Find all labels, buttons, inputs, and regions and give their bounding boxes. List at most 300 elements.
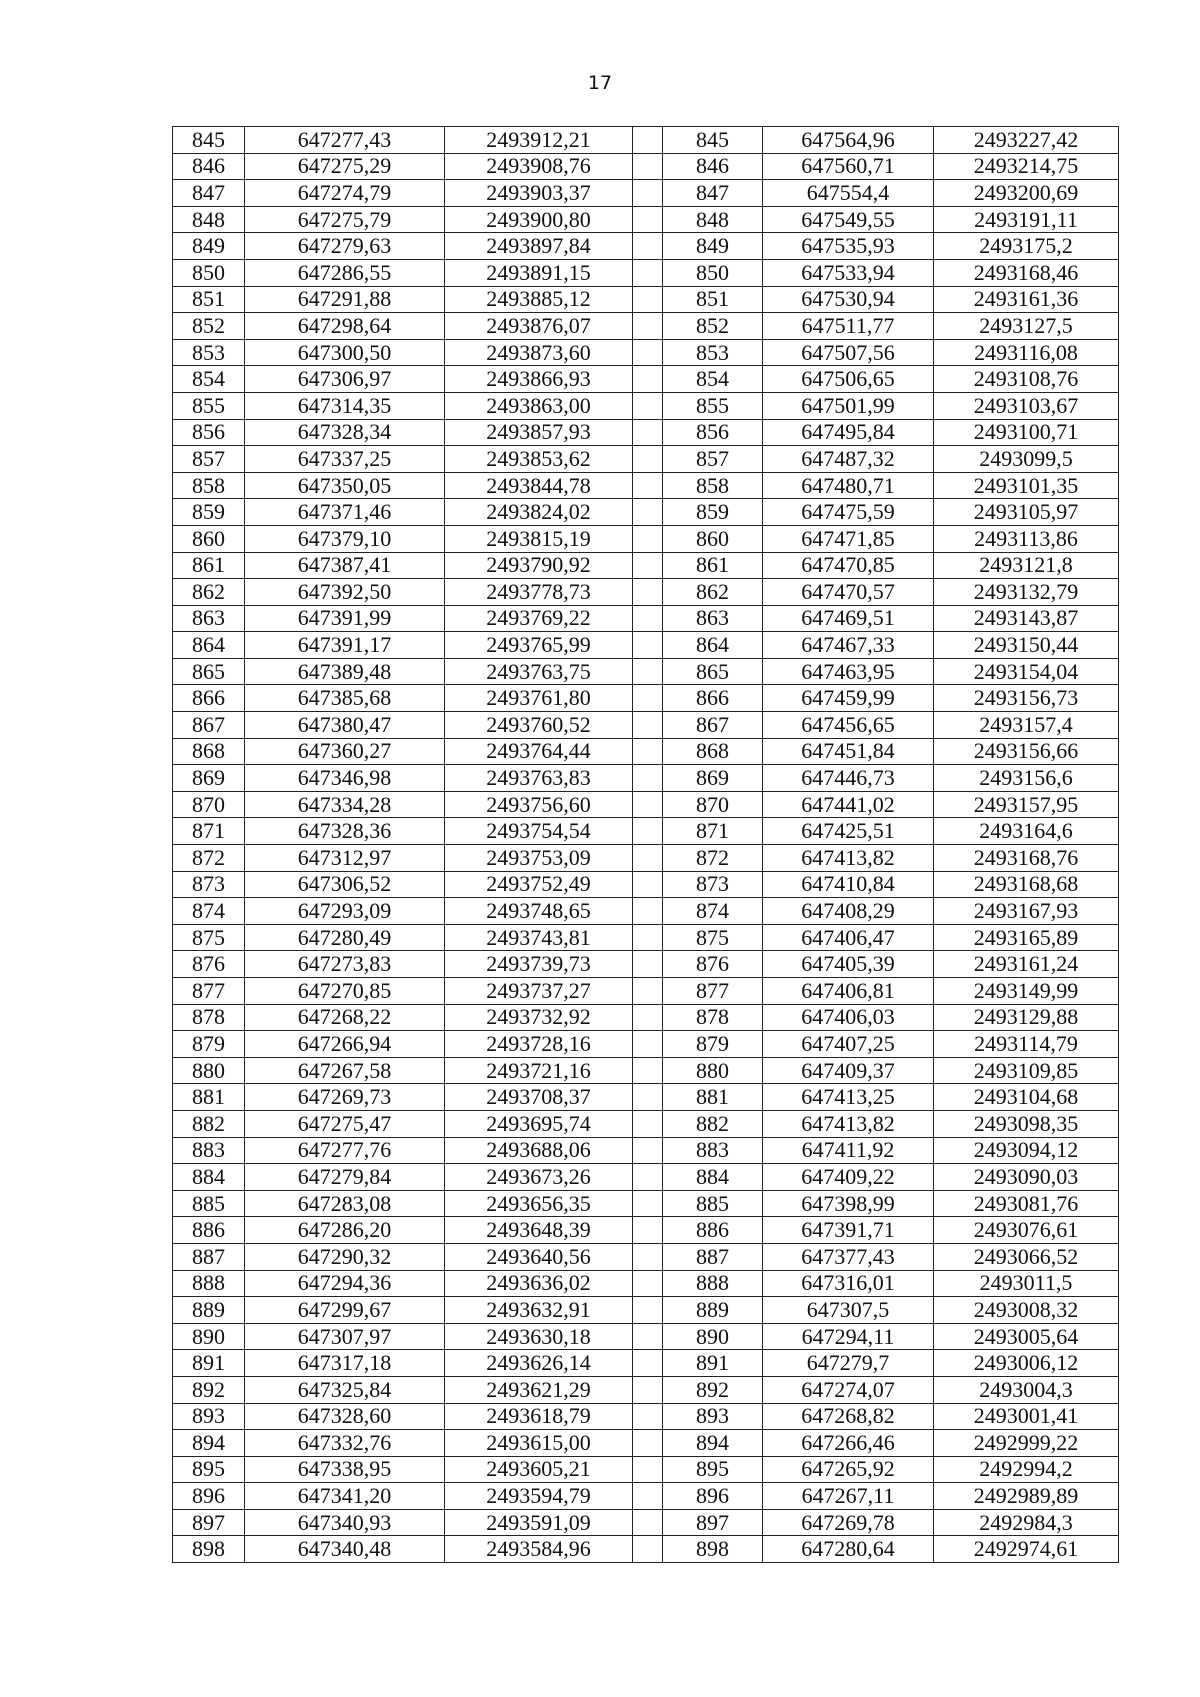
left-point-number: 875 xyxy=(173,924,245,951)
right-point-number: 888 xyxy=(663,1270,763,1297)
left-point-number: 862 xyxy=(173,579,245,606)
right-point-number: 875 xyxy=(663,924,763,951)
left-point-number: 878 xyxy=(173,1004,245,1031)
table-row xyxy=(173,1243,1119,1270)
right-point-number: 865 xyxy=(663,658,763,685)
right-y-coordinate: 2493100,71 xyxy=(934,419,1119,446)
column-separator xyxy=(633,472,663,499)
right-point-number: 856 xyxy=(663,419,763,446)
right-point-number: 868 xyxy=(663,738,763,765)
right-point-number: 850 xyxy=(663,259,763,286)
right-point-number: 866 xyxy=(663,685,763,712)
column-separator xyxy=(633,818,663,845)
left-y-coordinate: 2493615,00 xyxy=(445,1430,633,1457)
left-x-coordinate: 647270,85 xyxy=(245,978,445,1005)
left-y-coordinate: 2493765,99 xyxy=(445,632,633,659)
right-x-coordinate: 647451,84 xyxy=(763,738,934,765)
right-x-coordinate: 647533,94 xyxy=(763,259,934,286)
table-row xyxy=(173,313,1119,340)
table-row xyxy=(173,1057,1119,1084)
left-y-coordinate: 2493756,60 xyxy=(445,791,633,818)
table-row xyxy=(173,1164,1119,1191)
left-x-coordinate: 647389,48 xyxy=(245,658,445,685)
left-point-number: 859 xyxy=(173,499,245,526)
right-point-number: 851 xyxy=(663,286,763,313)
right-point-number: 885 xyxy=(663,1190,763,1217)
table-row xyxy=(173,1217,1119,1244)
left-x-coordinate: 647306,52 xyxy=(245,871,445,898)
left-y-coordinate: 2493632,91 xyxy=(445,1297,633,1324)
coordinates-table-body xyxy=(173,127,1119,1563)
left-point-number: 897 xyxy=(173,1509,245,1536)
right-y-coordinate: 2493161,36 xyxy=(934,286,1119,313)
left-point-number: 881 xyxy=(173,1084,245,1111)
right-x-coordinate: 647425,51 xyxy=(763,818,934,845)
right-x-coordinate: 647294,11 xyxy=(763,1323,934,1350)
left-y-coordinate: 2493688,06 xyxy=(445,1137,633,1164)
left-x-coordinate: 647269,73 xyxy=(245,1084,445,1111)
right-x-coordinate: 647266,46 xyxy=(763,1430,934,1457)
right-y-coordinate: 2492989,89 xyxy=(934,1483,1119,1510)
right-point-number: 845 xyxy=(663,127,763,154)
left-y-coordinate: 2493764,44 xyxy=(445,738,633,765)
column-separator xyxy=(633,1004,663,1031)
left-point-number: 849 xyxy=(173,233,245,260)
table-row xyxy=(173,1031,1119,1058)
right-point-number: 870 xyxy=(663,791,763,818)
column-separator xyxy=(633,1110,663,1137)
right-point-number: 884 xyxy=(663,1164,763,1191)
left-y-coordinate: 2493594,79 xyxy=(445,1483,633,1510)
left-x-coordinate: 647360,27 xyxy=(245,738,445,765)
table-row xyxy=(173,339,1119,366)
left-y-coordinate: 2493728,16 xyxy=(445,1031,633,1058)
left-x-coordinate: 647275,47 xyxy=(245,1110,445,1137)
left-y-coordinate: 2493897,84 xyxy=(445,233,633,260)
table-row xyxy=(173,446,1119,473)
left-point-number: 891 xyxy=(173,1350,245,1377)
left-x-coordinate: 647275,29 xyxy=(245,153,445,180)
table-row xyxy=(173,605,1119,632)
right-point-number: 862 xyxy=(663,579,763,606)
right-x-coordinate: 647463,95 xyxy=(763,658,934,685)
column-separator xyxy=(633,392,663,419)
left-x-coordinate: 647379,10 xyxy=(245,525,445,552)
right-point-number: 879 xyxy=(663,1031,763,1058)
left-y-coordinate: 2493648,39 xyxy=(445,1217,633,1244)
left-point-number: 887 xyxy=(173,1243,245,1270)
left-x-coordinate: 647312,97 xyxy=(245,845,445,872)
right-y-coordinate: 2493008,32 xyxy=(934,1297,1119,1324)
left-x-coordinate: 647286,20 xyxy=(245,1217,445,1244)
right-x-coordinate: 647269,78 xyxy=(763,1509,934,1536)
right-point-number: 893 xyxy=(663,1403,763,1430)
table-row xyxy=(173,1270,1119,1297)
right-point-number: 886 xyxy=(663,1217,763,1244)
left-x-coordinate: 647338,95 xyxy=(245,1456,445,1483)
left-x-coordinate: 647325,84 xyxy=(245,1376,445,1403)
right-point-number: 897 xyxy=(663,1509,763,1536)
right-point-number: 867 xyxy=(663,712,763,739)
left-point-number: 883 xyxy=(173,1137,245,1164)
table-row xyxy=(173,206,1119,233)
right-point-number: 859 xyxy=(663,499,763,526)
left-x-coordinate: 647286,55 xyxy=(245,259,445,286)
right-y-coordinate: 2493076,61 xyxy=(934,1217,1119,1244)
left-point-number: 890 xyxy=(173,1323,245,1350)
column-separator xyxy=(633,366,663,393)
right-point-number: 849 xyxy=(663,233,763,260)
left-y-coordinate: 2493903,37 xyxy=(445,180,633,207)
column-separator xyxy=(633,871,663,898)
left-point-number: 860 xyxy=(173,525,245,552)
right-point-number: 861 xyxy=(663,552,763,579)
right-x-coordinate: 647410,84 xyxy=(763,871,934,898)
table-row xyxy=(173,233,1119,260)
left-x-coordinate: 647371,46 xyxy=(245,499,445,526)
right-x-coordinate: 647495,84 xyxy=(763,419,934,446)
right-x-coordinate: 647391,71 xyxy=(763,1217,934,1244)
right-y-coordinate: 2493116,08 xyxy=(934,339,1119,366)
column-separator xyxy=(633,1057,663,1084)
right-x-coordinate: 647413,82 xyxy=(763,845,934,872)
right-y-coordinate: 2493156,66 xyxy=(934,738,1119,765)
column-separator xyxy=(633,313,663,340)
column-separator xyxy=(633,845,663,872)
right-x-coordinate: 647279,7 xyxy=(763,1350,934,1377)
left-y-coordinate: 2493778,73 xyxy=(445,579,633,606)
column-separator xyxy=(633,233,663,260)
left-y-coordinate: 2493866,93 xyxy=(445,366,633,393)
table-row xyxy=(173,978,1119,1005)
right-y-coordinate: 2493214,75 xyxy=(934,153,1119,180)
right-x-coordinate: 647507,56 xyxy=(763,339,934,366)
column-separator xyxy=(633,898,663,925)
table-row xyxy=(173,259,1119,286)
table-row xyxy=(173,1403,1119,1430)
left-x-coordinate: 647392,50 xyxy=(245,579,445,606)
right-point-number: 880 xyxy=(663,1057,763,1084)
column-separator xyxy=(633,1084,663,1111)
left-y-coordinate: 2493621,29 xyxy=(445,1376,633,1403)
right-point-number: 898 xyxy=(663,1536,763,1563)
right-x-coordinate: 647265,92 xyxy=(763,1456,934,1483)
left-point-number: 896 xyxy=(173,1483,245,1510)
right-x-coordinate: 647530,94 xyxy=(763,286,934,313)
right-y-coordinate: 2493081,76 xyxy=(934,1190,1119,1217)
right-y-coordinate: 2492999,22 xyxy=(934,1430,1119,1457)
column-separator xyxy=(633,1190,663,1217)
table-row xyxy=(173,180,1119,207)
column-separator xyxy=(633,419,663,446)
right-y-coordinate: 2492984,3 xyxy=(934,1509,1119,1536)
left-point-number: 888 xyxy=(173,1270,245,1297)
right-point-number: 860 xyxy=(663,525,763,552)
left-x-coordinate: 647341,20 xyxy=(245,1483,445,1510)
left-y-coordinate: 2493912,21 xyxy=(445,127,633,154)
left-point-number: 867 xyxy=(173,712,245,739)
right-y-coordinate: 2493157,95 xyxy=(934,791,1119,818)
left-point-number: 894 xyxy=(173,1430,245,1457)
right-y-coordinate: 2493168,76 xyxy=(934,845,1119,872)
left-y-coordinate: 2493885,12 xyxy=(445,286,633,313)
right-y-coordinate: 2493143,87 xyxy=(934,605,1119,632)
table-row xyxy=(173,924,1119,951)
column-separator xyxy=(633,1456,663,1483)
left-y-coordinate: 2493769,22 xyxy=(445,605,633,632)
left-x-coordinate: 647328,60 xyxy=(245,1403,445,1430)
right-point-number: 877 xyxy=(663,978,763,1005)
right-y-coordinate: 2493149,99 xyxy=(934,978,1119,1005)
right-y-coordinate: 2493227,42 xyxy=(934,127,1119,154)
left-point-number: 876 xyxy=(173,951,245,978)
left-point-number: 870 xyxy=(173,791,245,818)
left-point-number: 855 xyxy=(173,392,245,419)
left-y-coordinate: 2493891,15 xyxy=(445,259,633,286)
left-x-coordinate: 647275,79 xyxy=(245,206,445,233)
table-row xyxy=(173,419,1119,446)
column-separator xyxy=(633,1217,663,1244)
right-x-coordinate: 647469,51 xyxy=(763,605,934,632)
left-x-coordinate: 647307,97 xyxy=(245,1323,445,1350)
page-number: 17 xyxy=(587,72,613,94)
left-x-coordinate: 647385,68 xyxy=(245,685,445,712)
left-y-coordinate: 2493737,27 xyxy=(445,978,633,1005)
left-x-coordinate: 647391,17 xyxy=(245,632,445,659)
right-point-number: 889 xyxy=(663,1297,763,1324)
right-point-number: 874 xyxy=(663,898,763,925)
right-point-number: 883 xyxy=(663,1137,763,1164)
left-point-number: 886 xyxy=(173,1217,245,1244)
column-separator xyxy=(633,1323,663,1350)
right-point-number: 894 xyxy=(663,1430,763,1457)
left-point-number: 848 xyxy=(173,206,245,233)
left-point-number: 846 xyxy=(173,153,245,180)
left-y-coordinate: 2493591,09 xyxy=(445,1509,633,1536)
table-row xyxy=(173,685,1119,712)
coordinates-table xyxy=(172,126,1119,1563)
right-y-coordinate: 2493129,88 xyxy=(934,1004,1119,1031)
left-y-coordinate: 2493656,35 xyxy=(445,1190,633,1217)
left-point-number: 882 xyxy=(173,1110,245,1137)
column-separator xyxy=(633,1297,663,1324)
table-row xyxy=(173,1376,1119,1403)
column-separator xyxy=(633,1536,663,1563)
column-separator xyxy=(633,951,663,978)
right-y-coordinate: 2493167,93 xyxy=(934,898,1119,925)
right-y-coordinate: 2493066,52 xyxy=(934,1243,1119,1270)
right-y-coordinate: 2493150,44 xyxy=(934,632,1119,659)
left-y-coordinate: 2493761,80 xyxy=(445,685,633,712)
left-x-coordinate: 647350,05 xyxy=(245,472,445,499)
left-y-coordinate: 2493763,75 xyxy=(445,658,633,685)
right-y-coordinate: 2493103,67 xyxy=(934,392,1119,419)
right-y-coordinate: 2493156,6 xyxy=(934,765,1119,792)
column-separator xyxy=(633,1164,663,1191)
table-row xyxy=(173,951,1119,978)
right-x-coordinate: 647511,77 xyxy=(763,313,934,340)
right-y-coordinate: 2493164,6 xyxy=(934,818,1119,845)
left-point-number: 852 xyxy=(173,313,245,340)
left-y-coordinate: 2493763,83 xyxy=(445,765,633,792)
left-y-coordinate: 2493790,92 xyxy=(445,552,633,579)
left-x-coordinate: 647328,34 xyxy=(245,419,445,446)
table-row xyxy=(173,127,1119,154)
left-y-coordinate: 2493708,37 xyxy=(445,1084,633,1111)
left-point-number: 866 xyxy=(173,685,245,712)
column-separator xyxy=(633,446,663,473)
left-point-number: 873 xyxy=(173,871,245,898)
left-y-coordinate: 2493857,93 xyxy=(445,419,633,446)
left-point-number: 861 xyxy=(173,552,245,579)
right-x-coordinate: 647554,4 xyxy=(763,180,934,207)
table-row xyxy=(173,552,1119,579)
table-row xyxy=(173,1536,1119,1563)
right-point-number: 876 xyxy=(663,951,763,978)
left-y-coordinate: 2493640,56 xyxy=(445,1243,633,1270)
right-x-coordinate: 647406,47 xyxy=(763,924,934,951)
left-x-coordinate: 647294,36 xyxy=(245,1270,445,1297)
left-point-number: 895 xyxy=(173,1456,245,1483)
left-x-coordinate: 647267,58 xyxy=(245,1057,445,1084)
column-separator xyxy=(633,712,663,739)
right-x-coordinate: 647316,01 xyxy=(763,1270,934,1297)
left-x-coordinate: 647337,25 xyxy=(245,446,445,473)
left-point-number: 871 xyxy=(173,818,245,845)
left-point-number: 856 xyxy=(173,419,245,446)
left-point-number: 858 xyxy=(173,472,245,499)
table-row xyxy=(173,1483,1119,1510)
left-y-coordinate: 2493844,78 xyxy=(445,472,633,499)
table-row xyxy=(173,658,1119,685)
right-y-coordinate: 2493099,5 xyxy=(934,446,1119,473)
table-row xyxy=(173,898,1119,925)
right-point-number: 882 xyxy=(663,1110,763,1137)
right-x-coordinate: 647446,73 xyxy=(763,765,934,792)
column-separator xyxy=(633,1031,663,1058)
right-y-coordinate: 2493127,5 xyxy=(934,313,1119,340)
left-y-coordinate: 2493584,96 xyxy=(445,1536,633,1563)
right-x-coordinate: 647411,92 xyxy=(763,1137,934,1164)
column-separator xyxy=(633,1483,663,1510)
right-y-coordinate: 2493090,03 xyxy=(934,1164,1119,1191)
left-y-coordinate: 2493739,73 xyxy=(445,951,633,978)
right-x-coordinate: 647470,85 xyxy=(763,552,934,579)
right-x-coordinate: 647475,59 xyxy=(763,499,934,526)
table-row xyxy=(173,1110,1119,1137)
right-y-coordinate: 2493161,24 xyxy=(934,951,1119,978)
table-row xyxy=(173,765,1119,792)
left-x-coordinate: 647268,22 xyxy=(245,1004,445,1031)
left-y-coordinate: 2493636,02 xyxy=(445,1270,633,1297)
column-separator xyxy=(633,924,663,951)
right-x-coordinate: 647501,99 xyxy=(763,392,934,419)
column-separator xyxy=(633,286,663,313)
right-x-coordinate: 647467,33 xyxy=(763,632,934,659)
right-x-coordinate: 647506,65 xyxy=(763,366,934,393)
left-x-coordinate: 647279,84 xyxy=(245,1164,445,1191)
right-x-coordinate: 647441,02 xyxy=(763,791,934,818)
left-y-coordinate: 2493695,74 xyxy=(445,1110,633,1137)
right-y-coordinate: 2493157,4 xyxy=(934,712,1119,739)
table-row xyxy=(173,153,1119,180)
column-separator xyxy=(633,765,663,792)
right-point-number: 887 xyxy=(663,1243,763,1270)
right-point-number: 852 xyxy=(663,313,763,340)
left-x-coordinate: 647274,79 xyxy=(245,180,445,207)
left-y-coordinate: 2493853,62 xyxy=(445,446,633,473)
column-separator xyxy=(633,1243,663,1270)
left-point-number: 893 xyxy=(173,1403,245,1430)
table-row xyxy=(173,1350,1119,1377)
left-x-coordinate: 647346,98 xyxy=(245,765,445,792)
left-y-coordinate: 2493754,54 xyxy=(445,818,633,845)
table-row xyxy=(173,1323,1119,1350)
right-point-number: 871 xyxy=(663,818,763,845)
right-point-number: 878 xyxy=(663,1004,763,1031)
table-row xyxy=(173,579,1119,606)
left-y-coordinate: 2493748,65 xyxy=(445,898,633,925)
right-y-coordinate: 2492974,61 xyxy=(934,1536,1119,1563)
left-point-number: 898 xyxy=(173,1536,245,1563)
left-y-coordinate: 2493824,02 xyxy=(445,499,633,526)
right-point-number: 881 xyxy=(663,1084,763,1111)
table-row xyxy=(173,871,1119,898)
left-point-number: 857 xyxy=(173,446,245,473)
right-y-coordinate: 2493094,12 xyxy=(934,1137,1119,1164)
left-point-number: 864 xyxy=(173,632,245,659)
table-row xyxy=(173,392,1119,419)
right-x-coordinate: 647407,25 xyxy=(763,1031,934,1058)
table-row xyxy=(173,632,1119,659)
left-x-coordinate: 647340,93 xyxy=(245,1509,445,1536)
left-point-number: 868 xyxy=(173,738,245,765)
left-y-coordinate: 2493876,07 xyxy=(445,313,633,340)
left-y-coordinate: 2493732,92 xyxy=(445,1004,633,1031)
column-separator xyxy=(633,605,663,632)
column-separator xyxy=(633,685,663,712)
table-row xyxy=(173,1137,1119,1164)
left-x-coordinate: 647277,43 xyxy=(245,127,445,154)
right-x-coordinate: 647377,43 xyxy=(763,1243,934,1270)
left-point-number: 880 xyxy=(173,1057,245,1084)
table-row xyxy=(173,712,1119,739)
right-x-coordinate: 647398,99 xyxy=(763,1190,934,1217)
left-y-coordinate: 2493908,76 xyxy=(445,153,633,180)
column-separator xyxy=(633,579,663,606)
right-point-number: 858 xyxy=(663,472,763,499)
right-x-coordinate: 647267,11 xyxy=(763,1483,934,1510)
right-y-coordinate: 2493001,41 xyxy=(934,1403,1119,1430)
left-x-coordinate: 647290,32 xyxy=(245,1243,445,1270)
left-point-number: 863 xyxy=(173,605,245,632)
left-point-number: 869 xyxy=(173,765,245,792)
right-y-coordinate: 2492994,2 xyxy=(934,1456,1119,1483)
column-separator xyxy=(633,499,663,526)
right-x-coordinate: 647549,55 xyxy=(763,206,934,233)
right-point-number: 890 xyxy=(663,1323,763,1350)
right-y-coordinate: 2493005,64 xyxy=(934,1323,1119,1350)
left-point-number: 874 xyxy=(173,898,245,925)
column-separator xyxy=(633,658,663,685)
right-y-coordinate: 2493006,12 xyxy=(934,1350,1119,1377)
left-y-coordinate: 2493873,60 xyxy=(445,339,633,366)
right-y-coordinate: 2493011,5 xyxy=(934,1270,1119,1297)
left-x-coordinate: 647273,83 xyxy=(245,951,445,978)
right-y-coordinate: 2493132,79 xyxy=(934,579,1119,606)
table-row xyxy=(173,366,1119,393)
right-point-number: 895 xyxy=(663,1456,763,1483)
